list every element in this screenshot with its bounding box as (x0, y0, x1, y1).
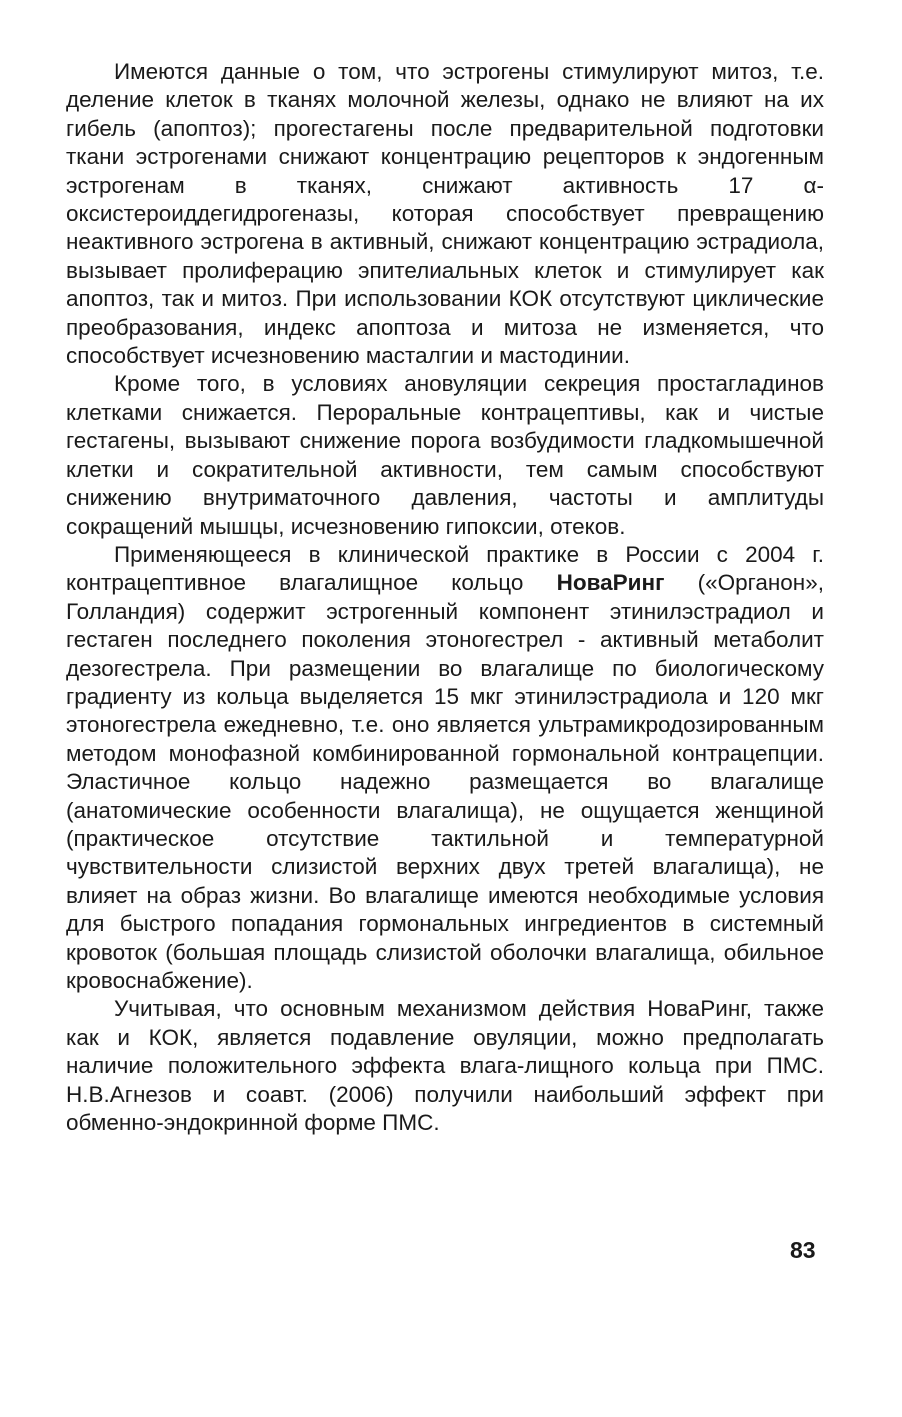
novaring-intro-text: Применяющееся в клинической практике в России с 2004 г. контрацептивное влагалищное кольцо (66, 541, 824, 596)
paragraph-estrogen-mitosis: Имеются данные о том, что эстрогены стимулируют митоз, т.е. деление клеток в тканях молочной железы, однако не влияют на их гибель (апоптоз); прогестагены после предварительной подготовки ткани эстрогенами снижают концентрацию рецепторов к эндогенным эстрогенам в тканях, снижают активность 17 α-оксистероиддегидрогеназы, которая способствует превращению неактивного эстрогена в активный, снижают концентрацию эстрадиола, вызывает пролиферацию эпителиальных клеток и стимулирует как апоптоз, так и митоз. При использовании КОК отсутствуют циклические преобразования, индекс апоптоза и митоза не изменяется, что способствует исчезновению масталгии и мастодинии. (66, 59, 824, 369)
page-body (66, 58, 824, 1137)
paragraph-novaring (66, 541, 824, 996)
novaring-description-text: («Органон», Голландия) содержит эстрогенный компонент этинилэстрадиол и гестаген последнего поколения этоногестрел - активный метаболит дезогестрела. При размещении во влагалище по биологическому градиенту из кольца выделяется 15 мкг этинилэстрадиола и 120 мкг этоногестрела ежедневно, т.е. оно является ультрамикродозированным методом монофазной комбинированной гормональной контрацепции. Эластичное кольцо надежно размещается во влагалище (анатомические особенности влагалища), не ощущается женщиной (практическое отсутствие тактильной и температурной чувствительности слизистой верхних двух третей влагалища), не влияет на образ жизни. Во влагалище имеются необходимые условия для быстрого попадания гормональных ингредиентов в системный кровоток (большая площадь слизистой оболочки влагалища, обильное кровоснабжение). (66, 570, 824, 993)
novaring-product-name: НоваРинг (556, 570, 665, 596)
paragraph-anovulation: Кроме того, в условиях ановуляции секреция простагладинов клетками снижается. Пероральные контрацептивы, как и чистые гестагены, вызывают снижение порога возбудимости гладкомышечной клетки и сократительной активности, тем самым способствуют снижению внутриматочного давления, частоты и амплитуды сокращений мышцы, исчезновению гипоксии, отеков. (66, 371, 824, 539)
paragraph-pms-effect: Учитывая, что основным механизмом действия НоваРинг, также как и КОК, является подавление овуляции, можно предполагать наличие положительного эффекта влага-лищного кольца при ПМС. Н.В.Агнезов и соавт. (2006) получили наибольший эффект при обменно-эндокринной форме ПМС. (66, 996, 824, 1136)
page-number: 83 (790, 1237, 816, 1263)
